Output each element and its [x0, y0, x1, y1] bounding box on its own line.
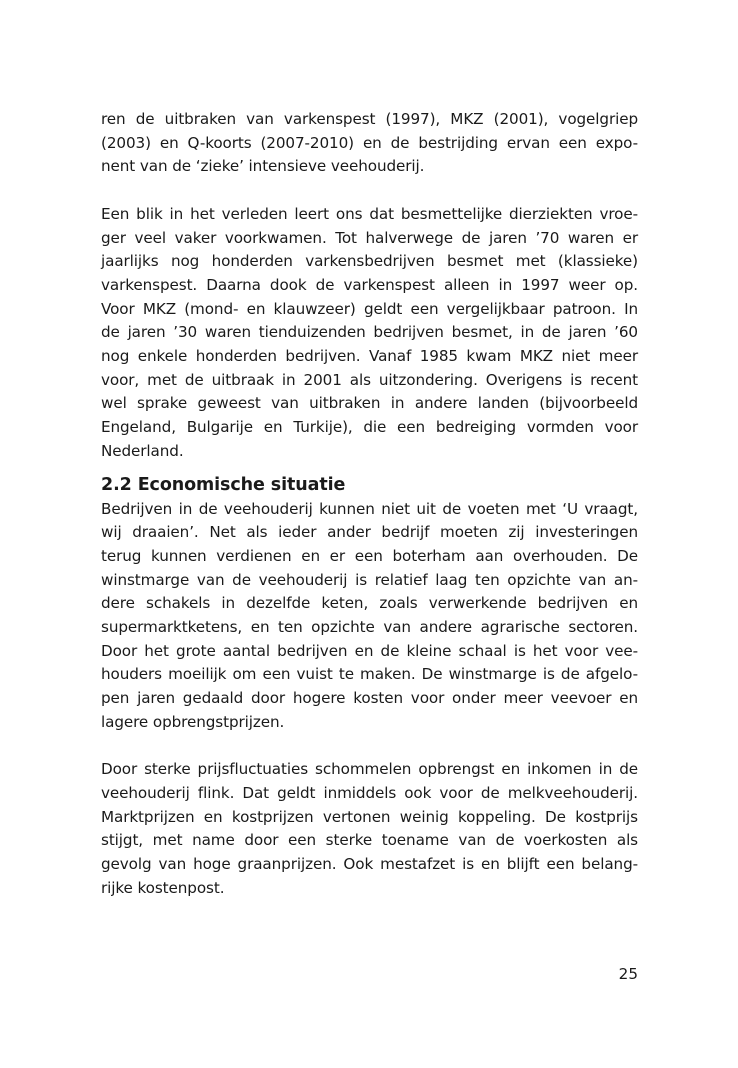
paragraph-line: pen jaren gedaald door hogere kosten voor onder meer veevoer en [101, 689, 638, 708]
page-number: 25 [618, 965, 638, 983]
paragraph-line: nog enkele honderden bedrijven. Vanaf 1985 kwam MKZ niet meer [101, 347, 638, 366]
paragraph-line: jaarlijks nog honderden varkensbedrijven besmet met (klassieke) [101, 252, 638, 271]
paragraph-line: wij draaien’. Net als ieder ander bedrijf moeten zij investeringen [101, 523, 638, 542]
paragraph-line: voor, met de uitbraak in 2001 als uitzondering. Overigens is recent [101, 370, 638, 389]
paragraph-line: veehouderij flink. Dat geldt inmiddels ook voor de melkveehouderij. [101, 783, 638, 802]
paragraph-line: de jaren ’30 waren tienduizenden bedrijven besmet, in de jaren ’60 [101, 323, 638, 342]
paragraph-line: Nederland. [101, 441, 184, 460]
paragraph-line: ger veel vaker voorkwamen. Tot halverwege de jaren ’70 waren er [101, 228, 638, 247]
page-content [101, 108, 638, 900]
paragraph-line: Engeland, Bulgarije en Turkije), die een bedreiging vormden voor [101, 418, 638, 437]
paragraph-line: Door het grote aantal bedrijven en de kleine schaal is het voor vee- [101, 641, 638, 660]
paragraph-spacer [101, 735, 638, 759]
paragraph-line: houders moeilijk om een vuist te maken. De winstmarge is de afgelo- [101, 665, 638, 684]
paragraph-line: lagere opbrengstprijzen. [101, 712, 285, 731]
paragraph-line: Bedrijven in de veehouderij kunnen niet uit de voeten met ‘U vraagt, [101, 499, 638, 518]
paragraph-spacer [101, 179, 638, 203]
paragraph-line: varkenspest. Daarna dook de varkenspest alleen in 1997 weer op. [101, 275, 638, 294]
section-heading: 2.2 Economische situatie [101, 474, 346, 495]
paragraph-line: ren de uitbraken van varkenspest (1997), MKZ (2001), vogelgriep [101, 110, 638, 128]
paragraph-line: Voor MKZ (mond- en klauwzeer) geldt een vergelijkbaar patroon. In [101, 299, 638, 318]
paragraph-line: (2003) en Q-koorts (2007-2010) en de bestrijding ervan een expo- [101, 133, 638, 152]
paragraph-line: wel sprake geweest van uitbraken in andere landen (bijvoorbeeld [101, 394, 638, 413]
paragraph-line: dere schakels in dezelfde keten, zoals verwerkende bedrijven en [101, 594, 638, 613]
paragraph-3 [101, 498, 638, 735]
paragraph-line: Marktprijzen en kostprijzen vertonen weinig koppeling. De kostprijs [101, 807, 638, 826]
paragraph-line: winstmarge van de veehouderij is relatief laag ten opzichte van an- [101, 570, 638, 589]
paragraph-1 [101, 108, 638, 179]
paragraph-line: Door sterke prijsfluctuaties schommelen opbrengst en inkomen in de [101, 760, 638, 779]
paragraph-line: terug kunnen verdienen en er een boterham aan overhouden. De [101, 546, 638, 565]
paragraph-line: nent van de ‘zieke’ intensieve veehouderij. [101, 157, 425, 176]
paragraph-line: Een blik in het verleden leert ons dat besmettelijke dierziekten vroe- [101, 204, 638, 223]
paragraph-line: rijke kostenpost. [101, 878, 225, 897]
paragraph-4 [101, 758, 638, 900]
paragraph-line: stijgt, met name door een sterke toename van de voerkosten als [101, 831, 638, 850]
paragraph-line: supermarktketens, en ten opzichte van andere agrarische sectoren. [101, 618, 638, 637]
paragraph-2 [101, 203, 638, 464]
paragraph-line: gevolg van hoge graanprijzen. Ook mestafzet is en blijft een belang- [101, 855, 638, 874]
